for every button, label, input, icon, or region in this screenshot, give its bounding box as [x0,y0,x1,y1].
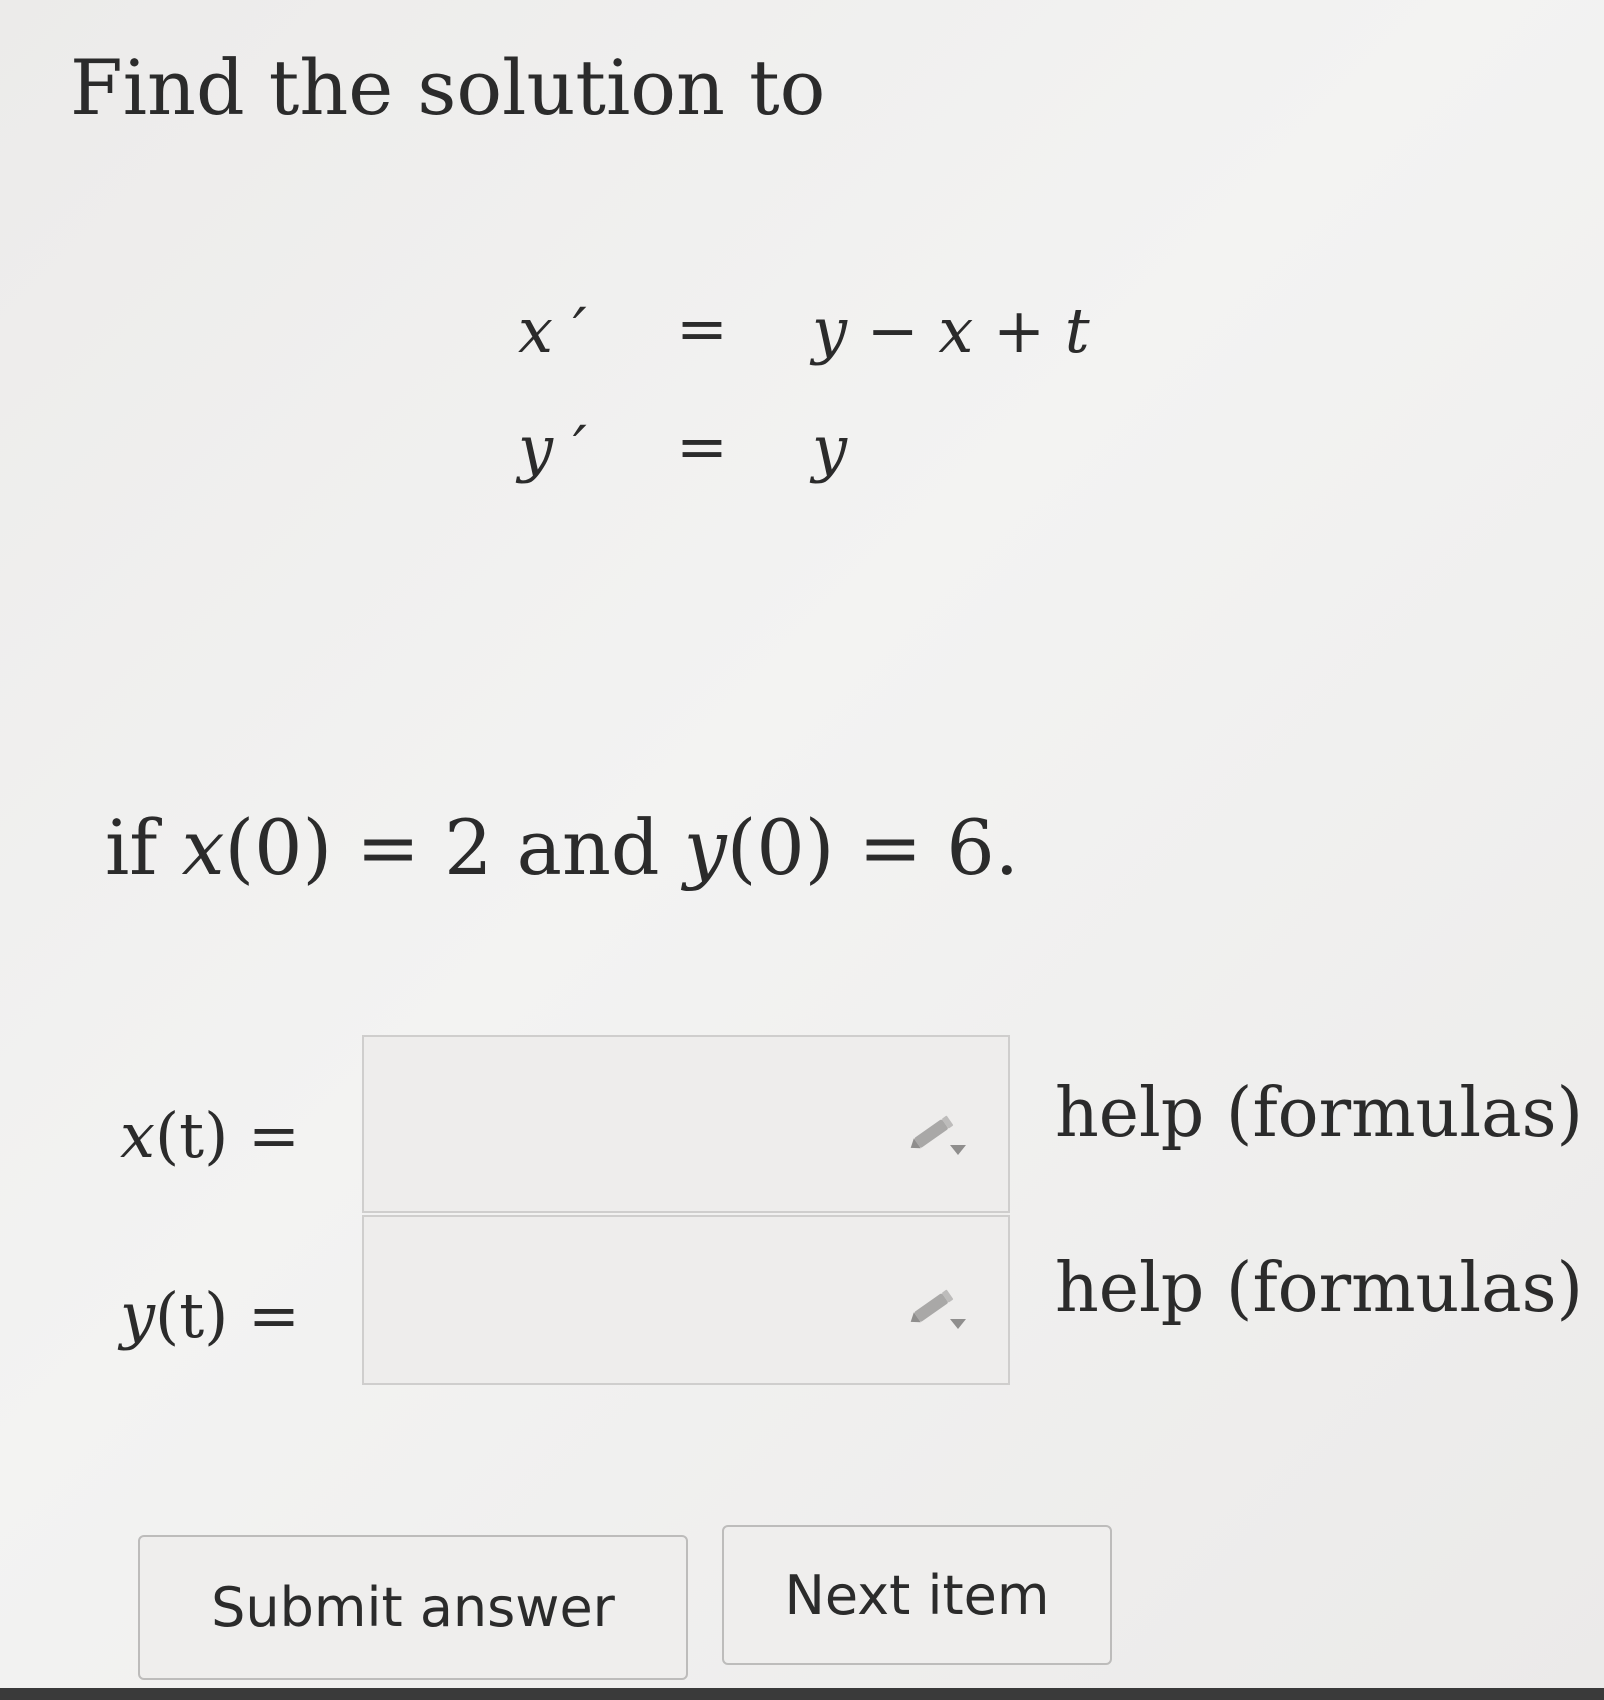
equation-1-lhs: x ′ [518,294,587,367]
condition-if: if [105,803,158,892]
screen-bottom-edge [0,1688,1604,1700]
answer-x-box [362,1035,1010,1213]
equation-2-equals: = [676,410,728,483]
condition-and: and [516,803,660,892]
answer-x-label [120,1099,300,1172]
answer-x-args: (t) = [154,1099,300,1172]
condition-y-value: (0) = 6. [726,803,1019,892]
condition-x-symbol: x [181,803,225,892]
condition-y-symbol: y [683,803,727,892]
equation-1-equals: = [676,292,728,365]
initial-conditions [105,803,1019,892]
answer-y-symbol: y [120,1279,156,1352]
answer-y-box [362,1215,1010,1385]
equation-2-rhs: y [812,412,848,485]
submit-answer-button[interactable]: Submit answer [138,1535,688,1680]
pencil-dropdown-icon[interactable] [906,1283,970,1331]
condition-x-value: (0) = 2 [224,803,493,892]
help-formulas-link-y[interactable]: help (formulas) [1055,1249,1584,1328]
next-item-button[interactable]: Next item [722,1525,1112,1665]
pencil-dropdown-icon[interactable] [906,1109,970,1157]
answer-x-symbol: x [120,1099,155,1172]
equation-1-rhs: y − x + t [812,294,1090,367]
answer-y-label [120,1279,300,1352]
help-formulas-link-x[interactable]: help (formulas) [1055,1074,1584,1153]
question-prompt: Find the solution to [70,43,826,132]
equation-2-lhs: y ′ [518,412,587,485]
answer-y-args: (t) = [155,1279,300,1352]
